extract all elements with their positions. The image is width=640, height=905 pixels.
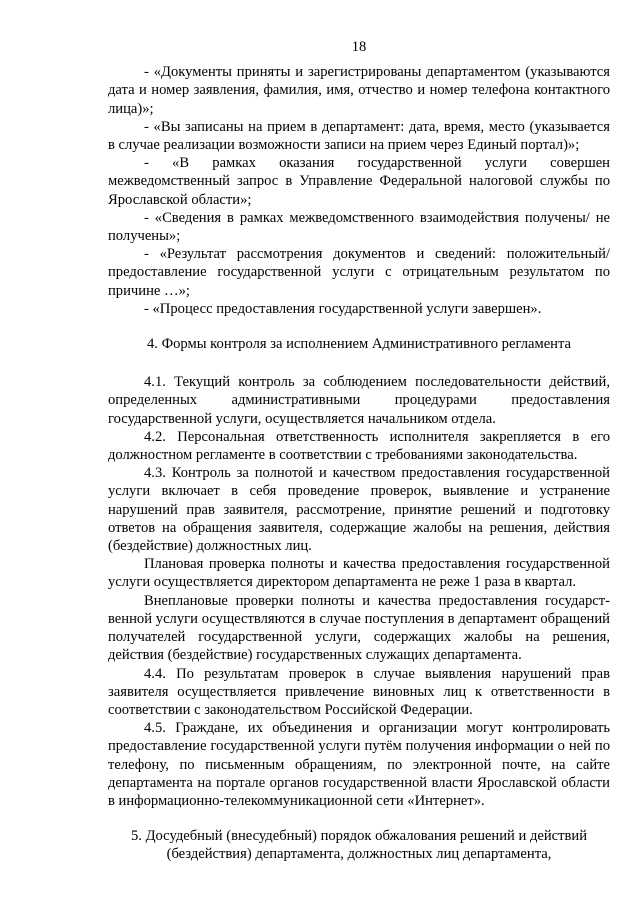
page-number: 18 bbox=[351, 39, 367, 55]
spacer bbox=[108, 353, 610, 373]
paragraph-4-3: 4.3. Контроль за полнотой и качеством предоставления государственной услуги включает в себя проведение проверок, выявление и устранение нарушений прав заявителя, рассмотрение, принятие решений и подготовку ответов на обращения заявителя, содержащие жалобы на решения, действия (бездействие) должностных лиц. bbox=[108, 465, 610, 555]
section-5-heading bbox=[108, 827, 610, 863]
paragraph-4-2: 4.2. Персональная ответственность исполнителя закрепляется в его должностном регламенте в соответствии с требованиями законодательства. bbox=[108, 428, 610, 464]
list-item: - «Результат рассмотрения документов и сведений: положительный/ предоставление государственной услуги с отрицательным результатом по причине …»; bbox=[108, 246, 610, 299]
paragraph-4-4: 4.4. По результатам проверок в случае выявления нарушений прав заявителя осуществляется привлечение виновных лиц к ответственности в соответствии с законодательством Российской Федерации. bbox=[108, 665, 610, 718]
list-item: - «Вы записаны на прием в департамент: дата, время, место (указывается в случае реализации возможности записи на прием через Единый портал)»; bbox=[108, 118, 610, 154]
paragraph-4-1: 4.1. Текущий контроль за соблюдением последовательности действий, определенных административными процедурами предоставления государственной услуги, осуществляется начальником отдела. bbox=[108, 374, 610, 427]
list-item: - «В рамках оказания государственной услуги совершен межведомственный запрос в Управление Федеральной налоговой службы по Ярославской области»; bbox=[108, 155, 610, 208]
spacer bbox=[108, 810, 610, 827]
paragraph-4-5: 4.5. Граждане, их объединения и организации могут контролировать предоставление государственной услуги путём получения информации о ней по телефону, по письменным обращениям, по электронной почте, на сайте департамента на портале органов государственной власти Ярославской области в информационно-телекоммуникационной сети «Интернет». bbox=[108, 720, 610, 809]
list-item: - «Процесс предоставления государственной услуги завершен». bbox=[144, 300, 542, 317]
paragraph-planned-check: Плановая проверка полноты и качества предоставления государственной услуги осуществляется директором департамента не реже 1 раза в квартал. bbox=[108, 556, 610, 591]
list-item: - «Сведения в рамках межведомственного взаимодействия получены/ не получены»; bbox=[108, 209, 610, 245]
section-5-heading-line2: (бездействия) департамента, должностных лиц департамента, bbox=[166, 846, 552, 863]
section-5-heading-line1: 5. Досудебный (внесудебный) порядок обжалования решений и действий bbox=[130, 828, 588, 845]
list-item: - «Документы приняты и зарегистрированы департаментом (указываются дата и номер заявления, фамилия, имя, отчество и номер телефона контактного лица)»; bbox=[108, 64, 610, 117]
paragraph-unplanned-check: Внеплановые проверки полноты и качества предоставления государственной услуги осуществляются в случае поступления в департамент обращений получателей государственной услуги, содержащих жалобы на решения, действия (бездействие) государственных служащих департамента. bbox=[108, 592, 610, 664]
spacer bbox=[108, 318, 610, 335]
section-4-heading: 4. Формы контроля за исполнением Административного регламента bbox=[146, 336, 572, 353]
